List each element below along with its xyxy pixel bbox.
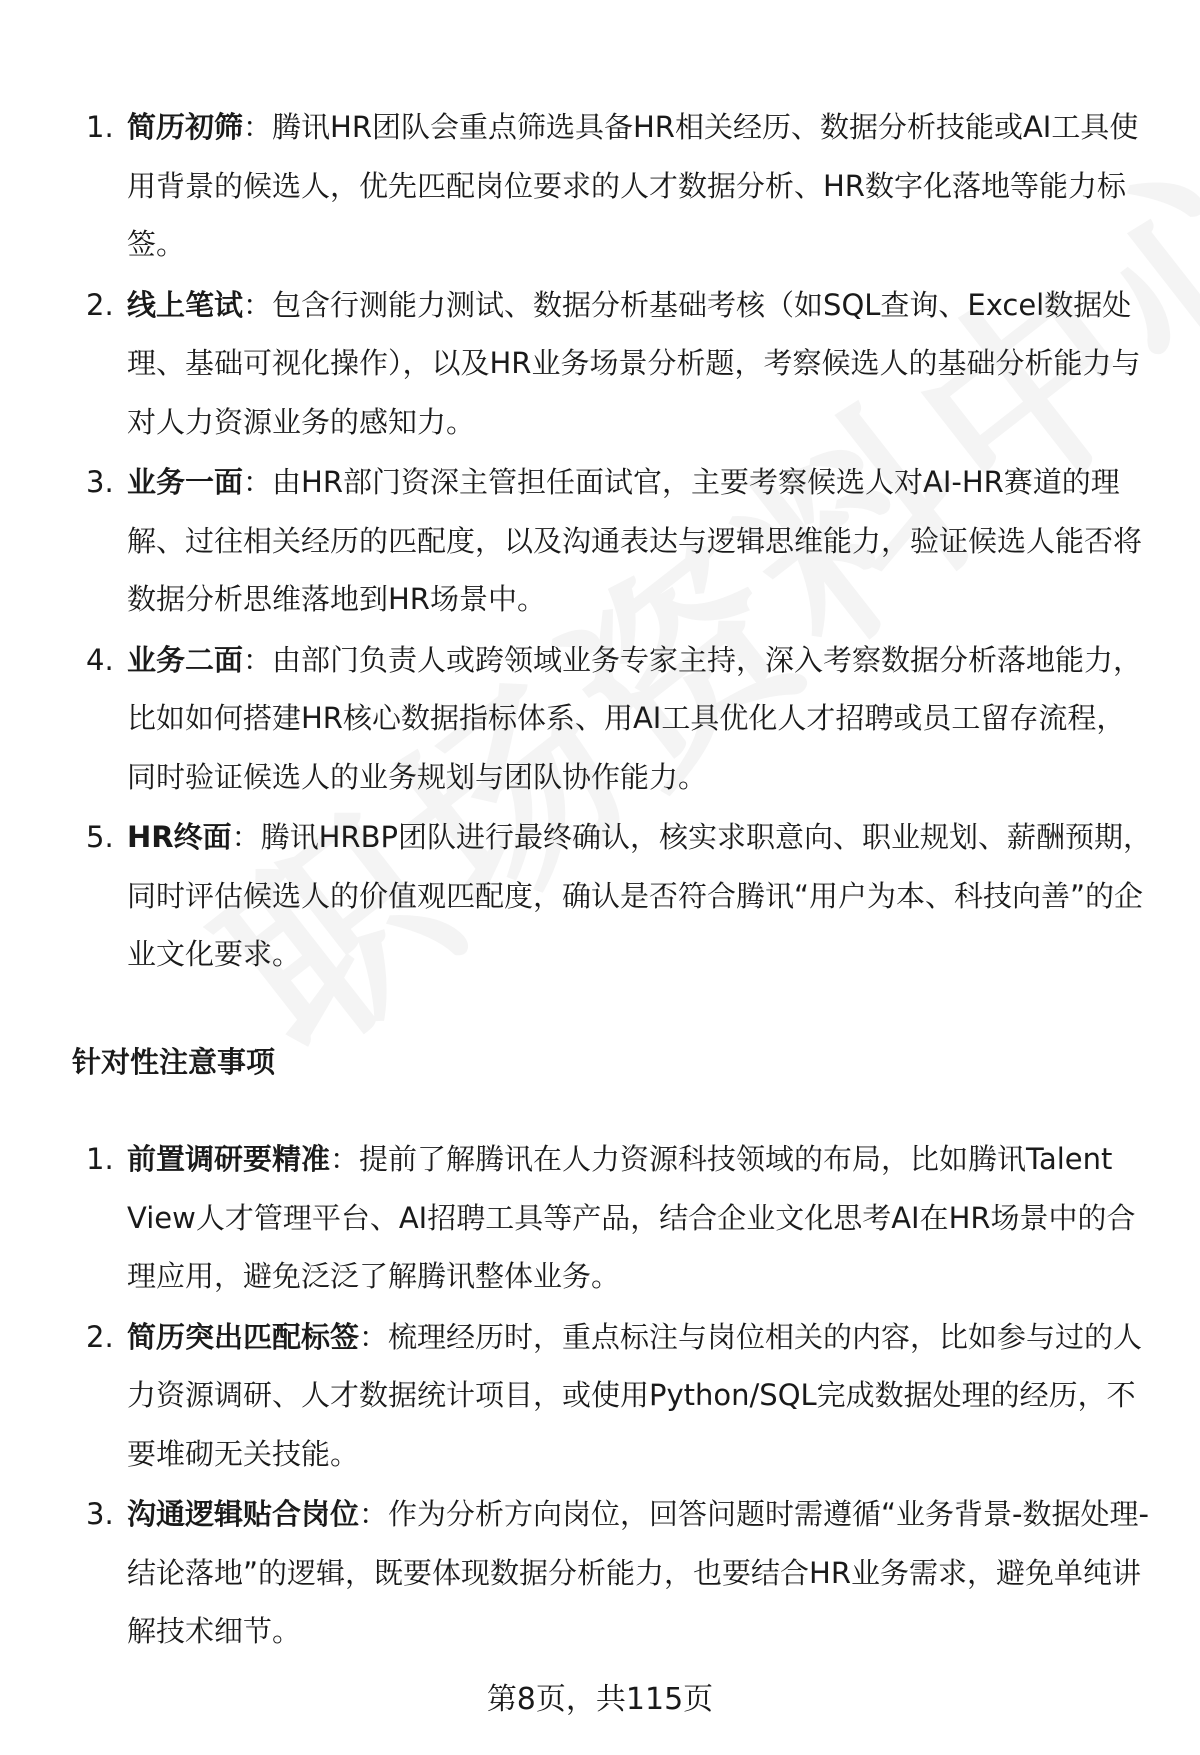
item-number: 3. bbox=[86, 465, 114, 499]
item-text: 腾讯HRBP团队进行最终确认，核实求职意向、职业规划、薪酬预期，同时评估候选人的价值观匹配度，确认是否符合腾讯“用户为本、科技向善”的企业文化要求。 bbox=[127, 820, 1152, 971]
item-separator: ： bbox=[243, 110, 273, 144]
item-separator: ： bbox=[359, 1319, 389, 1354]
item-number: 3. bbox=[86, 1497, 114, 1531]
item-term: 沟通逻辑贴合岗位 bbox=[127, 1497, 360, 1531]
item-text: 由HR部门资深主管担任面试官，主要考察候选人对AI-HR赛道的理解、过往相关经历的匹配度，以及沟通表达与逻辑思维能力，验证候选人能否将数据分析思维落地到HR场景中。 bbox=[127, 465, 1143, 616]
item-separator: ： bbox=[359, 1497, 389, 1531]
item-term: 前置调研要精准 bbox=[127, 1142, 331, 1176]
item-term: 简历初筛 bbox=[127, 110, 244, 144]
item-term: 简历突出匹配标签 bbox=[127, 1319, 360, 1354]
item-number: 5. bbox=[86, 820, 114, 854]
list-item bbox=[0, 453, 1200, 629]
item-separator: ： bbox=[330, 1142, 360, 1176]
item-separator: ： bbox=[231, 820, 261, 854]
list-item bbox=[0, 1130, 1200, 1306]
list-item bbox=[0, 98, 1200, 274]
page-footer: 第8页，共115页 bbox=[486, 1682, 714, 1717]
item-text: 提前了解腾讯在人力资源科技领域的布局，比如腾讯Talent View人才管理平台、AI招聘工具等产品，结合企业文化思考AI在HR场景中的合理应用，避免泛泛了解腾讯整体业务。 bbox=[127, 1142, 1136, 1293]
item-term: 线上笔试 bbox=[127, 287, 244, 322]
list-item bbox=[0, 276, 1200, 452]
list-item bbox=[0, 1308, 1200, 1484]
item-text: 作为分析方向岗位，回答问题时需遵循“业务背景-数据处理-结论落地”的逻辑，既要体现数据分析能力，也要结合HR业务需求，避免单纯讲解技术细节。 bbox=[127, 1497, 1149, 1648]
tips-list bbox=[0, 1130, 1200, 1663]
item-text: 梳理经历时，重点标注与岗位相关的内容，比如参与过的人力资源调研、人才数据统计项目，或使用Python/SQL完成数据处理的经历，不要堆砌无关技能。 bbox=[127, 1319, 1143, 1471]
item-separator: ： bbox=[243, 642, 273, 677]
list-item bbox=[0, 1485, 1200, 1661]
item-term: 业务一面 bbox=[127, 465, 244, 499]
item-number: 2. bbox=[86, 1319, 114, 1354]
item-term: HR终面 bbox=[127, 820, 232, 854]
item-number: 2. bbox=[86, 287, 114, 322]
item-term: 业务二面 bbox=[127, 642, 244, 677]
item-text: 腾讯HR团队会重点筛选具备HR相关经历、数据分析技能或AI工具使用背景的候选人，优先匹配岗位要求的人才数据分析、HR数字化落地等能力标签。 bbox=[127, 110, 1139, 261]
interview-process-list bbox=[0, 98, 1200, 986]
list-item bbox=[0, 631, 1200, 807]
item-separator: ： bbox=[243, 287, 273, 322]
item-number: 1. bbox=[86, 110, 114, 144]
item-separator: ： bbox=[243, 465, 273, 499]
item-text: 由部门负责人或跨领域业务专家主持，深入考察数据分析落地能力，比如如何搭建HR核心数据指标体系、用AI工具优化人才招聘或员工留存流程，同时验证候选人的业务规划与团队协作能力。 bbox=[127, 642, 1143, 794]
list-item bbox=[0, 808, 1200, 984]
item-number: 4. bbox=[86, 642, 114, 677]
item-number: 1. bbox=[86, 1142, 114, 1176]
item-text: 包含行测能力测试、数据分析基础考核（如SQL查询、Excel数据处理、基础可视化操作），以及HR业务场景分析题，考察候选人的基础分析能力与对人力资源业务的感知力。 bbox=[127, 287, 1141, 439]
section-heading: 针对性注意事项 bbox=[72, 1045, 276, 1079]
